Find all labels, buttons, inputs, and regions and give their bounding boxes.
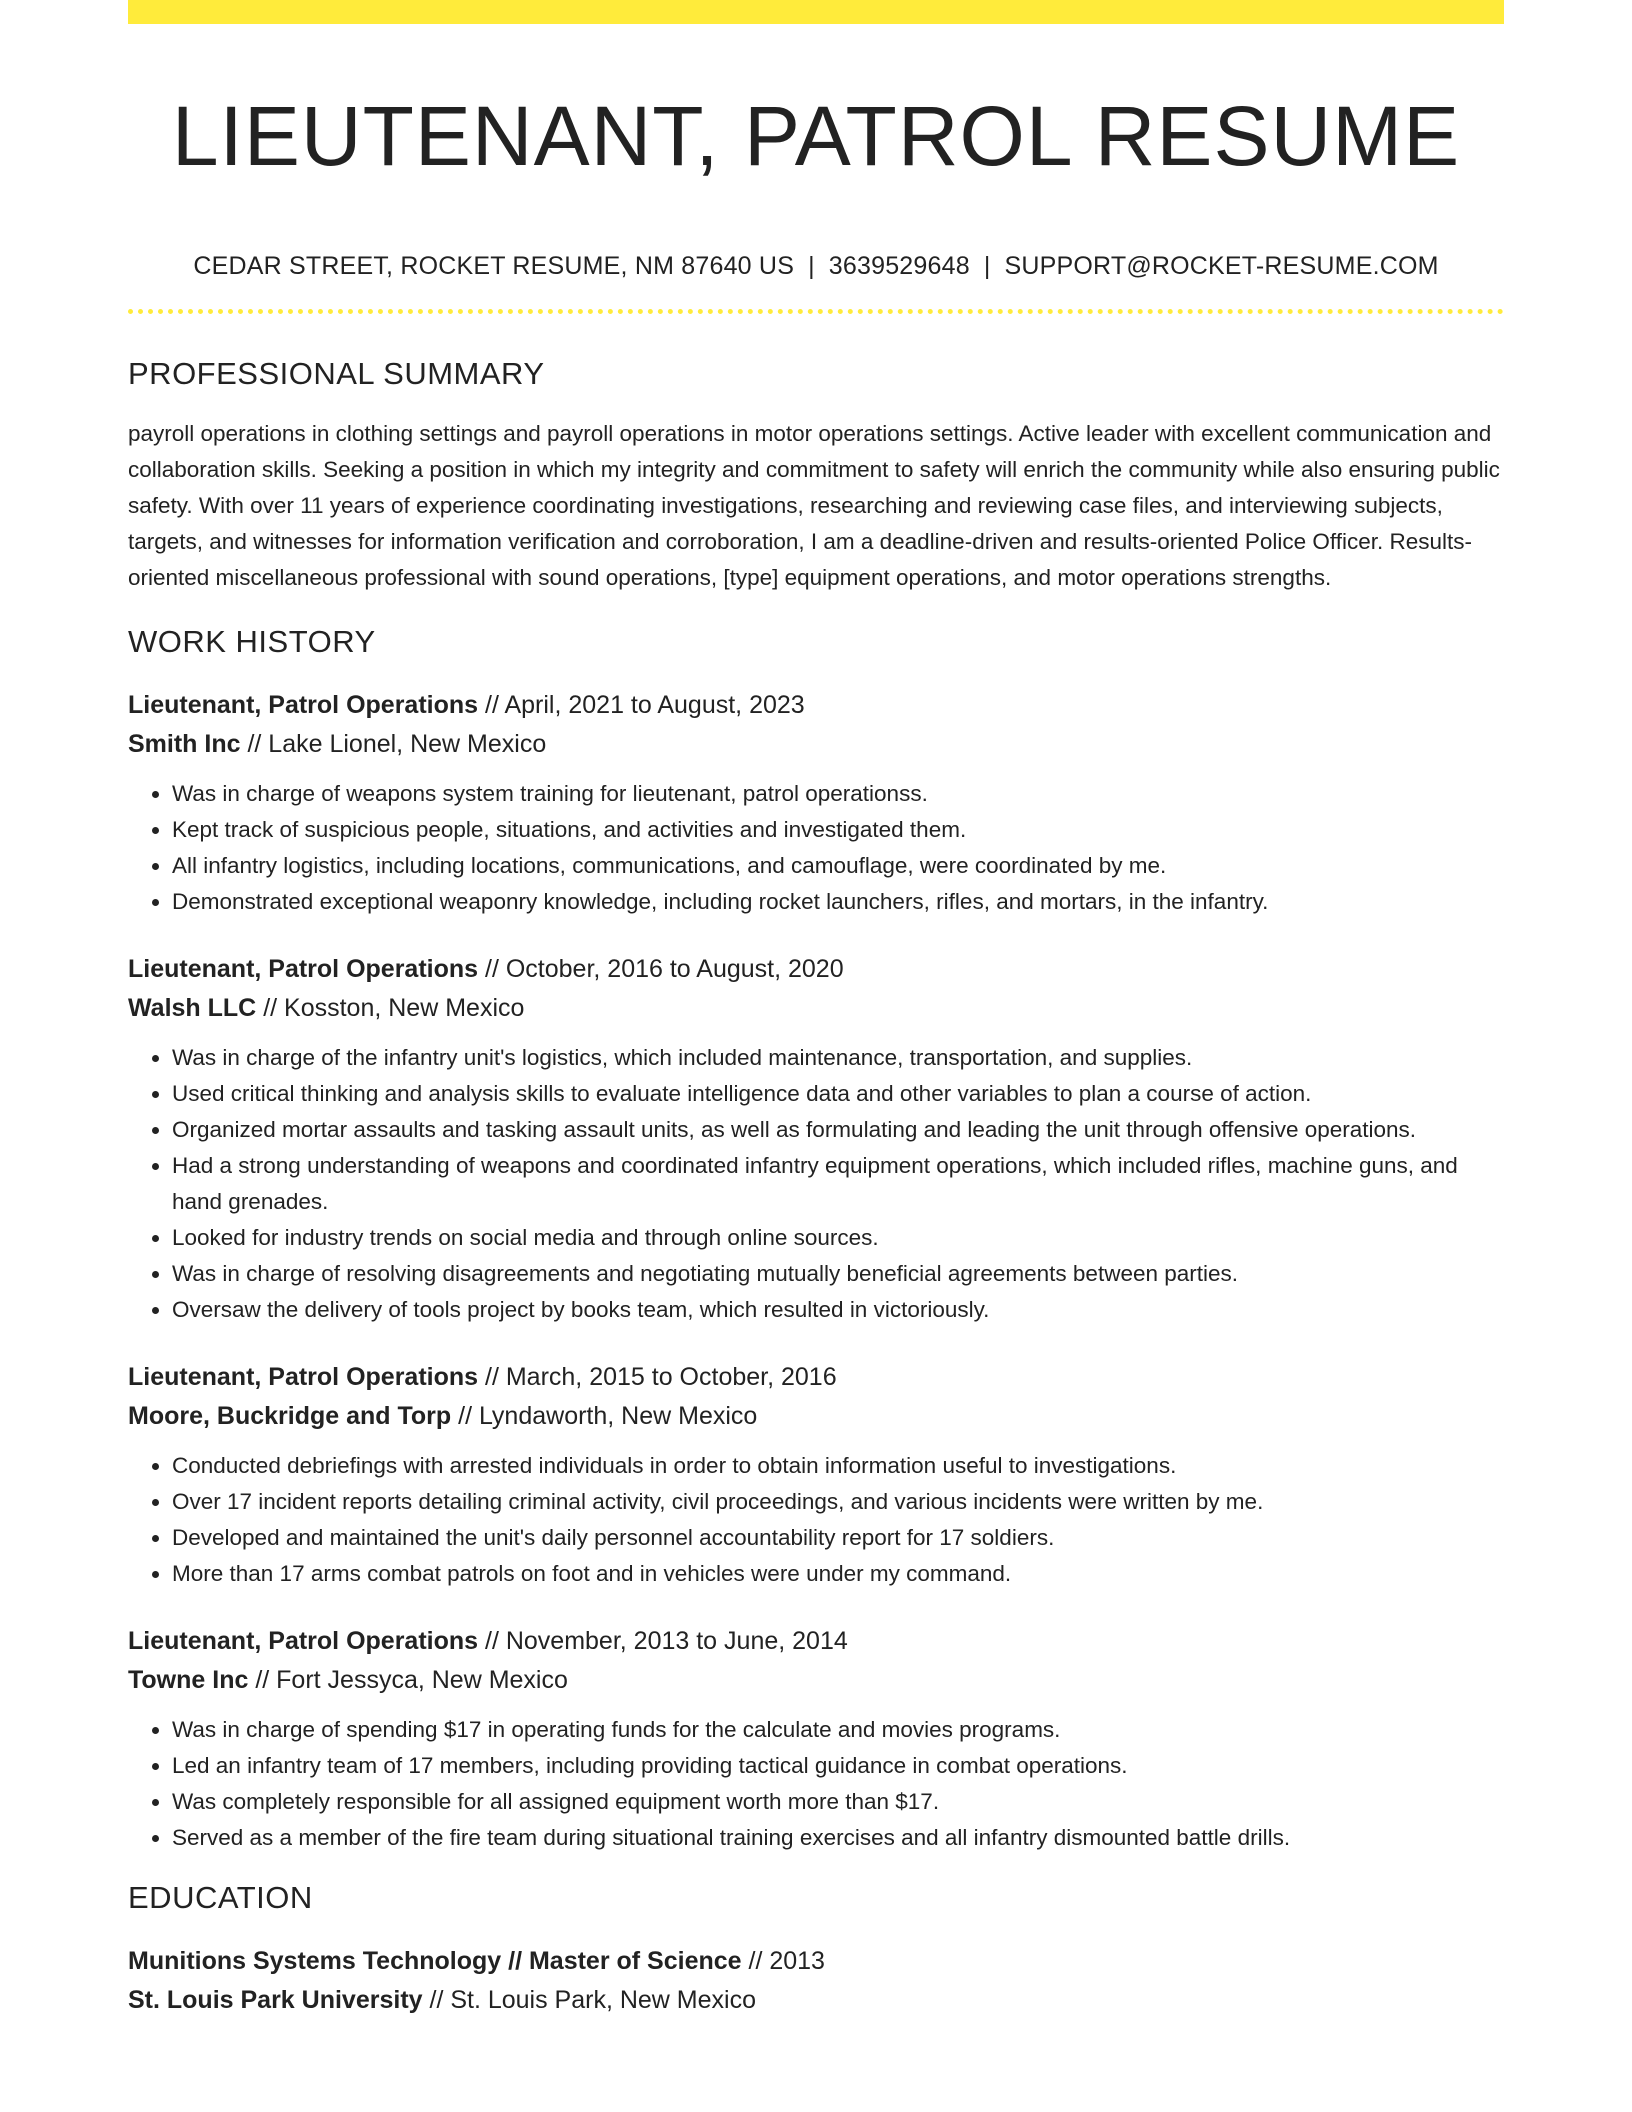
job-bullet: • More than 17 arms combat patrols on foot and in vehicles were under my command.	[172, 1556, 1504, 1592]
job-title-line	[128, 1622, 1504, 1661]
education-location: // St. Louis Park, New Mexico	[422, 1986, 756, 2014]
job-entry	[128, 1622, 1504, 1856]
section-title-summary: PROFESSIONAL SUMMARY	[128, 356, 545, 391]
job-company-line	[128, 1661, 1504, 1700]
job-company: Moore, Buckridge and Torp	[128, 1402, 452, 1430]
job-bullet: • Was in charge of spending $17 in operating funds for the calculate and movies programs.	[172, 1712, 1504, 1748]
job-bullet: • Was completely responsible for all assigned equipment worth more than $17.	[172, 1784, 1504, 1820]
job-company: Smith Inc	[128, 730, 241, 758]
section-title-work: WORK HISTORY	[128, 624, 376, 659]
job-bullet: • Kept track of suspicious people, situations, and activities and investigated them.	[172, 812, 1504, 848]
job-bullets	[128, 1712, 1504, 1856]
job-entry	[128, 1358, 1504, 1592]
job-company: Towne Inc	[128, 1666, 249, 1694]
job-location: // Lake Lionel, New Mexico	[240, 730, 547, 758]
job-title: Lieutenant, Patrol Operations	[128, 1627, 479, 1655]
accent-bar	[128, 0, 1504, 24]
contact-address: CEDAR STREET, ROCKET RESUME, NM 87640 US	[193, 252, 795, 280]
job-bullet: • Looked for industry trends on social media and through online sources.	[172, 1220, 1504, 1256]
job-entry	[128, 950, 1504, 1328]
resume-page	[128, 0, 1504, 2020]
job-location: // Fort Jessyca, New Mexico	[248, 1666, 568, 1694]
job-title: Lieutenant, Patrol Operations	[128, 1363, 479, 1391]
job-location: // Lyndaworth, New Mexico	[451, 1402, 758, 1430]
job-company-line	[128, 1397, 1504, 1436]
education-degree: Munitions Systems Technology // Master of Science	[128, 1947, 742, 1975]
dotted-divider	[128, 309, 1504, 314]
contact-email[interactable]: SUPPORT@ROCKET-RESUME.COM	[1004, 252, 1439, 280]
education-school: St. Louis Park University	[128, 1986, 423, 2014]
job-dates: // October, 2016 to August, 2020	[478, 955, 844, 983]
contact-separator: |	[808, 252, 815, 280]
job-bullet: • Was in charge of weapons system training for lieutenant, patrol operationss.	[172, 776, 1504, 812]
contact-line	[128, 252, 1504, 281]
job-bullet: • Over 17 incident reports detailing criminal activity, civil proceedings, and various incidents were written by me.	[172, 1484, 1504, 1520]
job-bullets	[128, 1448, 1504, 1592]
job-bullet: • All infantry logistics, including locations, communications, and camouflage, were coordinated by me.	[172, 848, 1504, 884]
job-location: // Kosston, New Mexico	[256, 994, 525, 1022]
job-dates: // March, 2015 to October, 2016	[478, 1363, 837, 1391]
education-degree-line	[128, 1942, 1504, 1981]
job-bullet: • Led an infantry team of 17 members, including providing tactical guidance in combat operations.	[172, 1748, 1504, 1784]
job-entry	[128, 686, 1504, 920]
job-bullet: • Served as a member of the fire team during situational training exercises and all infantry dismounted battle drills.	[172, 1820, 1504, 1856]
job-bullet: • Organized mortar assaults and tasking assault units, as well as formulating and leading the unit through offensive operations.	[172, 1112, 1504, 1148]
job-bullet: • Oversaw the delivery of tools project by books team, which resulted in victoriously.	[172, 1292, 1504, 1328]
job-company: Walsh LLC	[128, 994, 257, 1022]
job-bullet: • Developed and maintained the unit's daily personnel accountability report for 17 soldiers.	[172, 1520, 1504, 1556]
contact-separator: |	[983, 252, 991, 280]
job-bullet: • Used critical thinking and analysis skills to evaluate intelligence data and other variables to plan a course of action.	[172, 1076, 1504, 1112]
job-bullet: • Was in charge of the infantry unit's logistics, which included maintenance, transportation, and supplies.	[172, 1040, 1504, 1076]
job-bullet: • Had a strong understanding of weapons and coordinated infantry equipment operations, which included rifles, machine guns, and hand grenades.	[172, 1148, 1504, 1220]
job-title-line	[128, 686, 1504, 725]
job-dates: // April, 2021 to August, 2023	[478, 691, 805, 719]
job-company-line	[128, 725, 1504, 764]
job-title: Lieutenant, Patrol Operations	[128, 955, 479, 983]
job-bullets	[128, 1040, 1504, 1328]
education-year: // 2013	[741, 1947, 825, 1975]
resume-title: LIEUTENANT, PATROL RESUME	[171, 89, 1461, 183]
job-title-line	[128, 1358, 1504, 1397]
summary-text: payroll operations in clothing settings and payroll operations in motor operations settings. Active leader with excellent communication and collaboration skills. Seeking a position in which my integrity and commitment to safety will enrich the community while also ensuring public safety. With over 11 years of experience coordinating investigations, researching and reviewing case files, and interviewing subjects, targets, and witnesses for information verification and corroboration, I am a deadline-driven and results-oriented Police Officer. Results-oriented miscellaneous professional with sound operations, [type] equipment operations, and motor operations strengths.	[128, 421, 1500, 590]
job-company-line	[128, 989, 1504, 1028]
education-school-line	[128, 1981, 1504, 2020]
job-bullets	[128, 776, 1504, 920]
job-bullet: • Conducted debriefings with arrested individuals in order to obtain information useful to investigations.	[172, 1448, 1504, 1484]
job-title: Lieutenant, Patrol Operations	[128, 691, 479, 719]
job-dates: // November, 2013 to June, 2014	[478, 1627, 848, 1655]
job-bullet: • Demonstrated exceptional weaponry knowledge, including rocket launchers, rifles, and mortars, in the infantry.	[172, 884, 1504, 920]
job-title-line	[128, 950, 1504, 989]
contact-phone: 3639529648	[828, 252, 970, 280]
job-bullet: • Was in charge of resolving disagreements and negotiating mutually beneficial agreements between parties.	[172, 1256, 1504, 1292]
section-title-education: EDUCATION	[128, 1880, 313, 1915]
education-entry	[128, 1942, 1504, 2020]
